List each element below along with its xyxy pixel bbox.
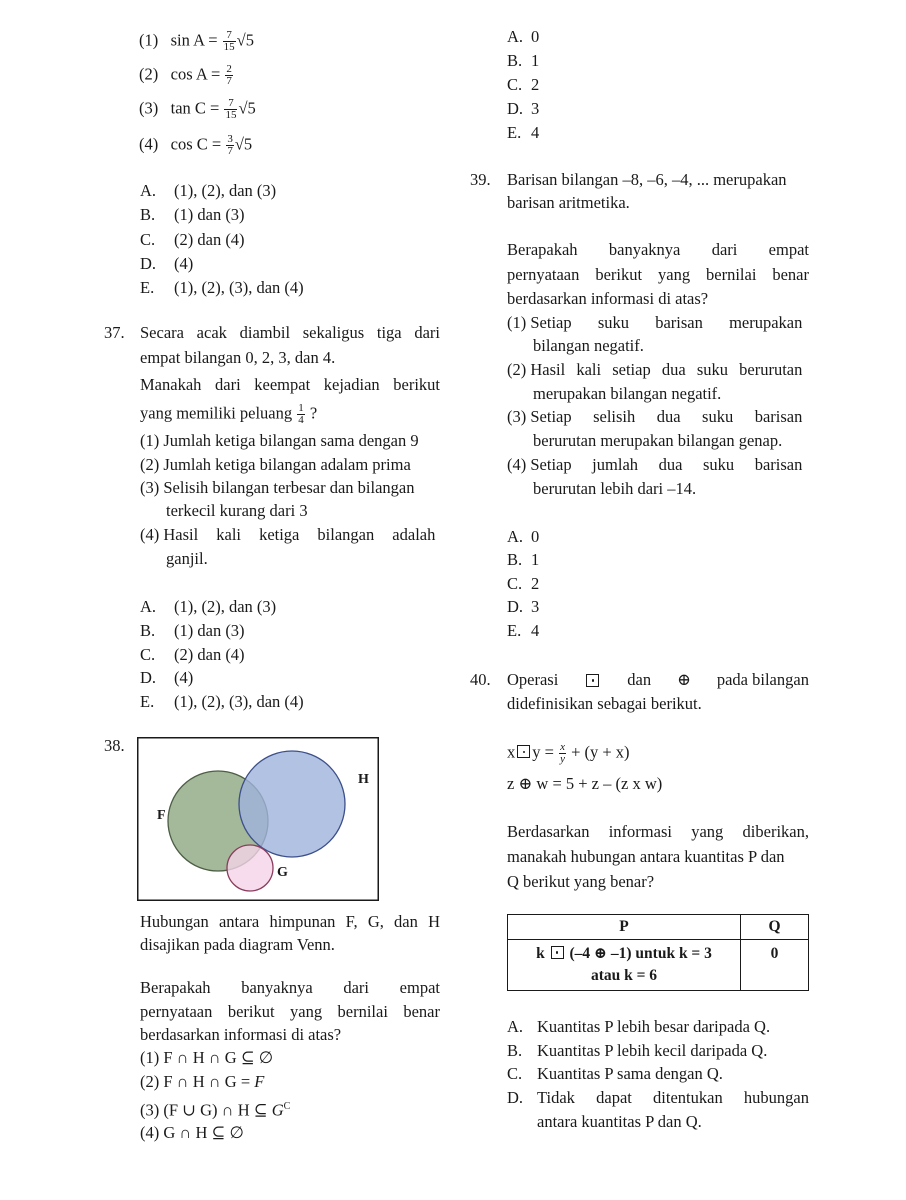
q37-text-line-4: yang memiliki peluang $\frac{1}{4}$ ? [140,402,318,426]
q38-statement-4: (4) G ∩ H ⊆ ∅ [140,1123,244,1142]
option-b[interactable]: B. (1) dan (3) [140,205,245,224]
q39-item-2: (2) Hasil kali setiap dua suku berurutan [507,360,803,379]
option-d[interactable]: D. (4) [140,254,194,273]
label-g: G [277,865,288,880]
q39-text-line-3: Berapakah banyaknya dari empat [507,240,809,259]
q39-text-line-5: berdasarkan informasi di atas? [507,289,709,308]
option-a[interactable]: A. 0 [507,27,540,46]
sqrt-term: √5 [234,134,253,154]
q36-statement-1 [139,30,254,53]
question-number-40: 40. [470,670,491,689]
cell-q: 0 [741,940,809,991]
option-c[interactable]: C. 2 [507,574,540,593]
header-q: Q [741,915,809,940]
q38-text-line-2: disajikan pada diagram Venn. [140,935,335,954]
option-b[interactable]: B. Kuantitas P lebih kecil daripada Q. [507,1041,768,1060]
statement-expression: cos C = [170,134,226,154]
q37-text-line-1: Secara acak diambil sekaligus tiga dari [140,323,440,342]
q38-statement-1: (1) F ∩ H ∩ G ⊆ ∅ [140,1048,274,1067]
q39-item-2-continued: merupakan bilangan negatif. [533,384,722,403]
statement-number: (2) [139,64,159,84]
statement-number: (3) [139,98,159,118]
q38-text-line-5: berdasarkan informasi di atas? [140,1025,342,1044]
q37-item-3: (3) Selisih bilangan terbesar dan bilangan [140,478,415,497]
q40-text-line-3: Berdasarkan informasi yang diberikan, [507,822,809,841]
venn-diagram [137,737,379,901]
box-dot-operator-icon [551,946,564,959]
q39-text-line-4: pernyataan berikut yang bernilai benar [507,265,809,284]
option-d[interactable]: D. 3 [507,597,540,616]
q38-text-line-1: Hubungan antara himpunan F, G, dan H [140,912,440,931]
q39-item-4: (4) Setiap jumlah dua suku barisan [507,455,803,474]
circle-plus-operator-icon: ⊕ [677,670,691,689]
q39-text-line-1: Barisan bilangan –8, –6, –4, ... merupakan [507,170,787,189]
q37-item-4-continued: ganjil. [166,549,208,568]
probability-fraction: $\frac{1}{4}$ [298,402,304,426]
set-g-circle [227,845,273,891]
label-h: H [358,772,369,787]
q37-text-line-3: Manakah dari keempat kejadian berikut [140,375,440,394]
header-p: P [508,915,741,940]
q38-text-line-3: Berapakah banyaknya dari empat [140,978,440,997]
q39-text-line-2: barisan aritmetika. [507,193,630,212]
q40-definition-2: z ⊕ w = 5 + z – (z x w) [507,774,663,793]
cell-p-line-2: atau k = 6 [590,967,658,984]
q40-text-line-4: manakah hubungan antara kuantitas P dan [507,847,785,866]
option-a[interactable]: A. Kuantitas P lebih besar daripada Q. [507,1017,771,1036]
box-dot-operator-icon [586,674,599,687]
q39-item-1-continued: bilangan negatif. [533,336,644,355]
q39-item-3: (3) Setiap selisih dua suku barisan [507,407,803,426]
q37-item-4: (4) Hasil kali ketiga bilangan adalah [140,525,436,544]
fraction: $\frac{x}{y}$ [560,741,565,765]
option-d[interactable]: D. Tidak dapat ditentukan hubungan [507,1088,809,1107]
table-header-row [508,915,809,940]
q40-text-line-1: Operasi dan ⊕ pada bilangan [507,670,809,689]
q38-statement-3: (3) (F ∪ G) ∩ H ⊆ $G^C$ [140,1100,291,1120]
option-a[interactable]: A. (1), (2), dan (3) [140,597,277,616]
option-a[interactable]: A. 0 [507,527,540,546]
comparison-table [507,914,809,991]
q40-text-line-5: Q berikut yang benar? [507,872,655,891]
q37-text-line-2: empat bilangan 0, 2, 3, dan 4. [140,348,336,367]
option-d[interactable]: D. (4) [140,668,194,687]
sqrt-term: √5 [238,98,256,118]
option-d-continued: antara kuantitas P dan Q. [537,1112,702,1131]
statement-expression: cos A = [170,64,225,84]
q37-item-3-continued: terkecil kurang dari 3 [166,501,308,520]
sqrt-term: √5 [236,30,254,50]
option-c[interactable]: C. 2 [507,75,540,94]
q38-statement-2: (2) F ∩ H ∩ G = F [140,1072,265,1091]
q38-text-line-4: pernyataan berikut yang bernilai benar [140,1002,440,1021]
fraction: $\frac{3}{7}$ [227,133,233,157]
label-f: F [157,808,166,823]
option-b[interactable]: B. 1 [507,550,540,569]
option-c[interactable]: C. (2) dan (4) [140,230,245,249]
q36-statement-3 [139,98,256,121]
q39-item-4-continued: berurutan lebih dari –14. [533,479,697,498]
statement-expression: sin A = [170,30,222,50]
q39-item-1: (1) Setiap suku barisan merupakan [507,313,803,332]
option-e[interactable]: E. (1), (2), (3), dan (4) [140,278,304,297]
box-dot-operator-icon [517,745,530,758]
set-h-circle [239,751,345,857]
option-e[interactable]: E. 4 [507,123,540,142]
option-a[interactable]: A. (1), (2), dan (3) [140,181,277,200]
option-e[interactable]: E. (1), (2), (3), dan (4) [140,692,304,711]
statement-number: (1) [139,30,159,50]
option-c[interactable]: C. (2) dan (4) [140,645,245,664]
option-d[interactable]: D. 3 [507,99,540,118]
question-number-37: 37. [104,323,125,342]
statement-number: (4) [139,134,159,154]
option-b[interactable]: B. 1 [507,51,540,70]
q37-item-1: (1) Jumlah ketiga bilangan sama dengan 9 [140,431,419,450]
fraction: $\frac{7}{15}$ [223,29,235,53]
q36-statement-4 [139,134,252,157]
q37-item-2: (2) Jumlah ketiga bilangan adalam prima [140,455,411,474]
q40-text-line-2: didefinisikan sebagai berikut. [507,694,702,713]
fraction: $\frac{7}{15}$ [225,97,237,121]
q36-statement-2 [139,64,234,87]
q39-item-3-continued: berurutan merupakan bilangan genap. [533,431,783,450]
table-row [508,940,809,991]
option-e[interactable]: E. 4 [507,621,540,640]
question-number-38: 38. [104,736,125,755]
option-b[interactable]: B. (1) dan (3) [140,621,245,640]
statement-expression: tan C = [170,98,224,118]
question-number-39: 39. [470,170,491,189]
option-c[interactable]: C. Kuantitas P sama dengan Q. [507,1064,723,1083]
fraction: $\frac{2}{7}$ [226,63,232,87]
cell-p-line-1: k (–4 ⊕ –1) untuk k = 3 [536,945,712,962]
cell-p [508,940,741,991]
q40-definition-1: x y = $\frac{x}{y}$ + (y + x) [507,741,630,765]
